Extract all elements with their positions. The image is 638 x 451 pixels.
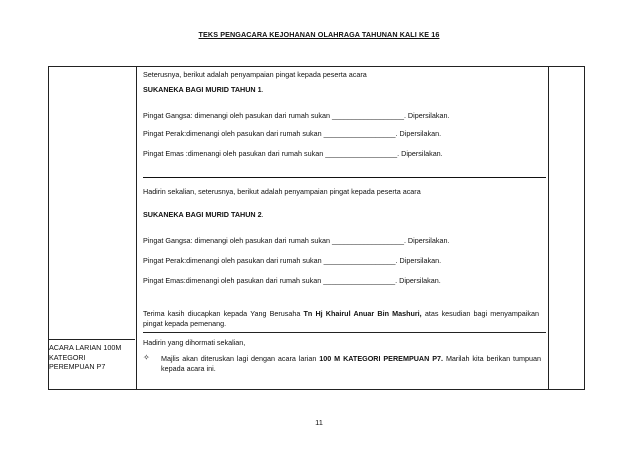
section1-heading-suffix: . (261, 85, 264, 94)
notes-column (549, 67, 586, 389)
section1-intro: Seterusnya, berikut adalah penyampaian pingat kepada peserta acara (143, 70, 367, 79)
presenter-name: Tn Hj Khairul Anuar Bin Mashuri, (303, 309, 422, 318)
event-divider (49, 339, 135, 340)
thanks-text-after: atas kesudian bagi menyampaikan pingat kepada pemenang. (143, 309, 539, 328)
section2-heading-suffix: . (261, 210, 264, 219)
announcement-paragraph (161, 354, 541, 374)
section2-gold-line: Pingat Emas:dimenangi oleh pasukan dari rumah sukan __________________. Dipersilakan. (143, 276, 441, 285)
section2-silver-line: Pingat Perak:dimenangi oleh pasukan dari rumah sukan __________________. Dipersilakan. (143, 256, 442, 265)
page-title: TEKS PENGACARA KEJOHANAN OLAHRAGA TAHUNAN KALI KE 16 (198, 30, 440, 39)
section1-silver-line: Pingat Perak:dimenangi oleh pasukan dari rumah sukan __________________. Dipersilakan. (143, 129, 442, 138)
page-number: 11 (315, 418, 323, 427)
announcement-text-after: Marilah kita berikan tumpuan kepada acara ini. (161, 354, 541, 373)
diamond-bullet-icon: ✧ (143, 353, 150, 362)
section2-intro: Hadirin sekalian, seterusnya, berikut adalah penyampaian pingat kepada peserta acara (143, 187, 421, 196)
event-name: 100 M KATEGORI PEREMPUAN P7. (319, 354, 444, 363)
section-divider (143, 177, 546, 178)
event-label-line-3: PEREMPUAN P7 (49, 362, 106, 371)
event-label-line-1: ACARA LARIAN 100M (49, 343, 122, 352)
section2-heading (143, 210, 264, 219)
event-label-line-2: KATEGORI (49, 352, 86, 362)
section2-bronze-line: Pingat Gangsa: dimenangi oleh pasukan dari rumah sukan __________________. Dipersilakan. (143, 236, 450, 245)
section2-heading-text: SUKANEKA BAGI MURID TAHUN 2 (143, 210, 262, 219)
section1-heading-text: SUKANEKA BAGI MURID TAHUN 1 (143, 85, 262, 94)
script-column (137, 67, 549, 389)
event-column (49, 67, 137, 389)
section1-bronze-line: Pingat Gangsa: dimenangi oleh pasukan dari rumah sukan __________________. Dipersilakan. (143, 111, 450, 120)
thanks-paragraph (143, 309, 539, 329)
section3-divider (143, 332, 546, 333)
section1-heading (143, 85, 264, 94)
announcement-text-before: Majlis akan diteruskan lagi dengan acara larian (161, 354, 320, 363)
script-table (48, 66, 585, 390)
thanks-text-before: Terima kasih diucapkan kepada Yang Berusaha (143, 309, 304, 318)
greeting: Hadirin yang dihormati sekalian, (143, 338, 246, 347)
section1-gold-line: Pingat Emas :dimenangi oleh pasukan dari rumah sukan __________________. Dipersilakan. (143, 149, 443, 158)
